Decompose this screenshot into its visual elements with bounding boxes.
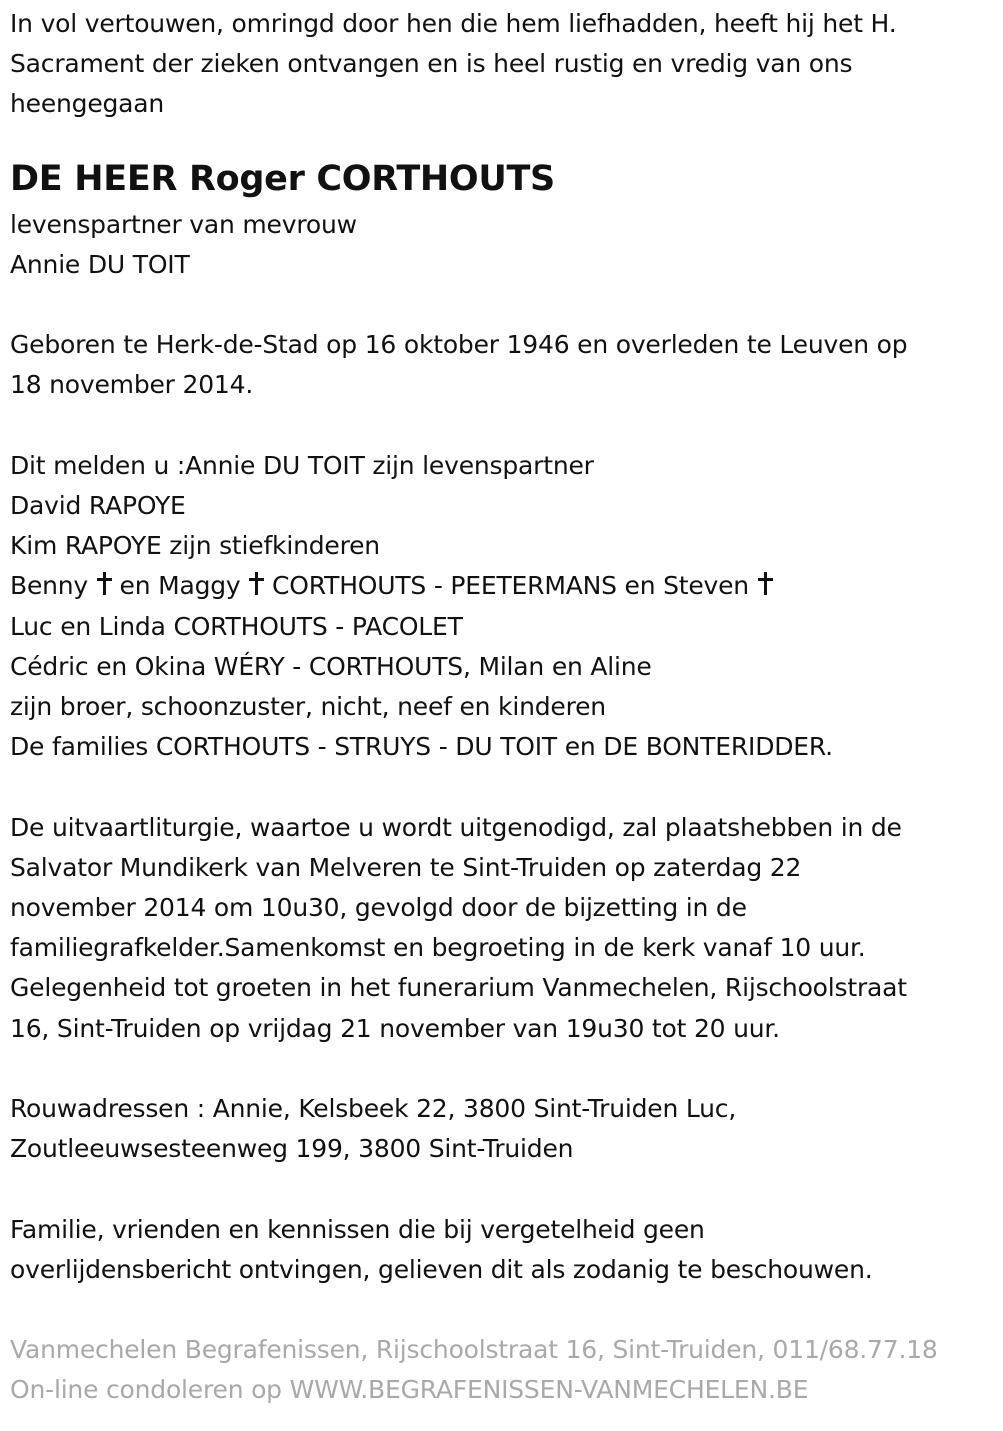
deceased-name-title: DE HEER Roger CORTHOUTS <box>10 158 555 199</box>
announcer-line: De families CORTHOUTS - STRUYS - DU TOIT en DE BONTERIDDER. <box>10 732 833 762</box>
announcer-text: en Maggy <box>119 571 241 601</box>
spacer <box>10 406 995 446</box>
intro-paragraph <box>10 4 995 125</box>
partner-line: Annie DU TOIT <box>10 249 190 279</box>
partner-line: levenspartner van mevrouw <box>10 209 357 239</box>
cross-icon <box>249 572 263 596</box>
announcer-line: Luc en Linda CORTHOUTS - PACOLET <box>10 611 463 641</box>
announcer-text: Benny <box>10 571 89 601</box>
intro-line: heengegaan <box>10 89 165 119</box>
ceremony-line: familiegrafkelder.Samenkomst en begroeting in de kerk vanaf 10 uur. <box>10 933 866 963</box>
footer-condolence-line: On-line condoleren op WWW.BEGRAFENISSEN-VANMECHELEN.BE <box>10 1375 809 1405</box>
address-line: Rouwadressen : Annie, Kelsbeek 22, 3800 Sint-Truiden Luc, <box>10 1094 737 1124</box>
announcer-line: Cédric en Okina WÉRY - CORTHOUTS, Milan en Aline <box>10 651 652 681</box>
birth-death-paragraph <box>10 325 995 405</box>
ceremony-line: De uitvaartliturgie, waartoe u wordt uitgenodigd, zal plaatshebben in de <box>10 812 902 842</box>
notice-line: overlijdensbericht ontvingen, gelieven dit als zodanig te beschouwen. <box>10 1254 873 1284</box>
announcer-line: zijn broer, schoonzuster, nicht, neef en kinderen <box>10 692 606 722</box>
intro-line: In vol vertouwen, omringd door hen die hem liefhadden, heeft hij het H. <box>10 9 897 38</box>
announcer-line: David RAPOYE <box>10 491 186 520</box>
spacer <box>10 767 995 807</box>
ceremony-line: Salvator Mundikerk van Melveren te Sint-Truiden op zaterdag 22 <box>10 852 802 882</box>
ceremony-line: 16, Sint-Truiden op vrijdag 21 november van 19u30 tot 20 uur. <box>10 1013 780 1043</box>
intro-line: Sacrament der zieken ontvangen en is heel rustig en vredig van ons <box>10 49 853 79</box>
ceremony-line: Gelegenheid tot groeten in het funerarium Vanmechelen, Rijschoolstraat <box>10 973 907 1003</box>
announcer-line: Kim RAPOYE zijn stiefkinderen <box>10 531 380 561</box>
partner-paragraph <box>10 205 995 285</box>
spacer <box>10 1049 995 1089</box>
announcer-line-with-crosses <box>10 566 995 606</box>
spacer <box>10 1290 995 1330</box>
announcers-paragraph <box>10 446 995 768</box>
footer-contact-line: Vanmechelen Begrafenissen, Rijschoolstraat 16, Sint-Truiden, 011/68.77.18 <box>10 1335 938 1365</box>
announcer-line: Dit melden u :Annie DU TOIT zijn levenspartner <box>10 450 594 480</box>
birth-death-line: 18 november 2014. <box>10 370 254 400</box>
ceremony-line: november 2014 om 10u30, gevolgd door de bijzetting in de <box>10 893 747 923</box>
cross-icon <box>758 572 772 596</box>
spacer <box>10 1169 995 1209</box>
obituary-notice <box>10 4 995 1411</box>
ceremony-paragraph <box>10 808 995 1049</box>
address-line: Zoutleeuwsesteenweg 199, 3800 Sint-Truiden <box>10 1134 574 1164</box>
birth-death-line: Geboren te Herk-de-Stad op 16 oktober 1946 en overleden te Leuven op <box>10 330 908 360</box>
cross-icon <box>97 572 111 596</box>
addresses-paragraph <box>10 1089 995 1169</box>
notice-line: Familie, vrienden en kennissen die bij vergetelheid geen <box>10 1214 705 1244</box>
notice-paragraph <box>10 1210 995 1290</box>
spacer <box>10 285 995 325</box>
funeral-home-footer <box>10 1330 995 1410</box>
announcer-text: CORTHOUTS - PEETERMANS en Steven <box>272 571 749 601</box>
